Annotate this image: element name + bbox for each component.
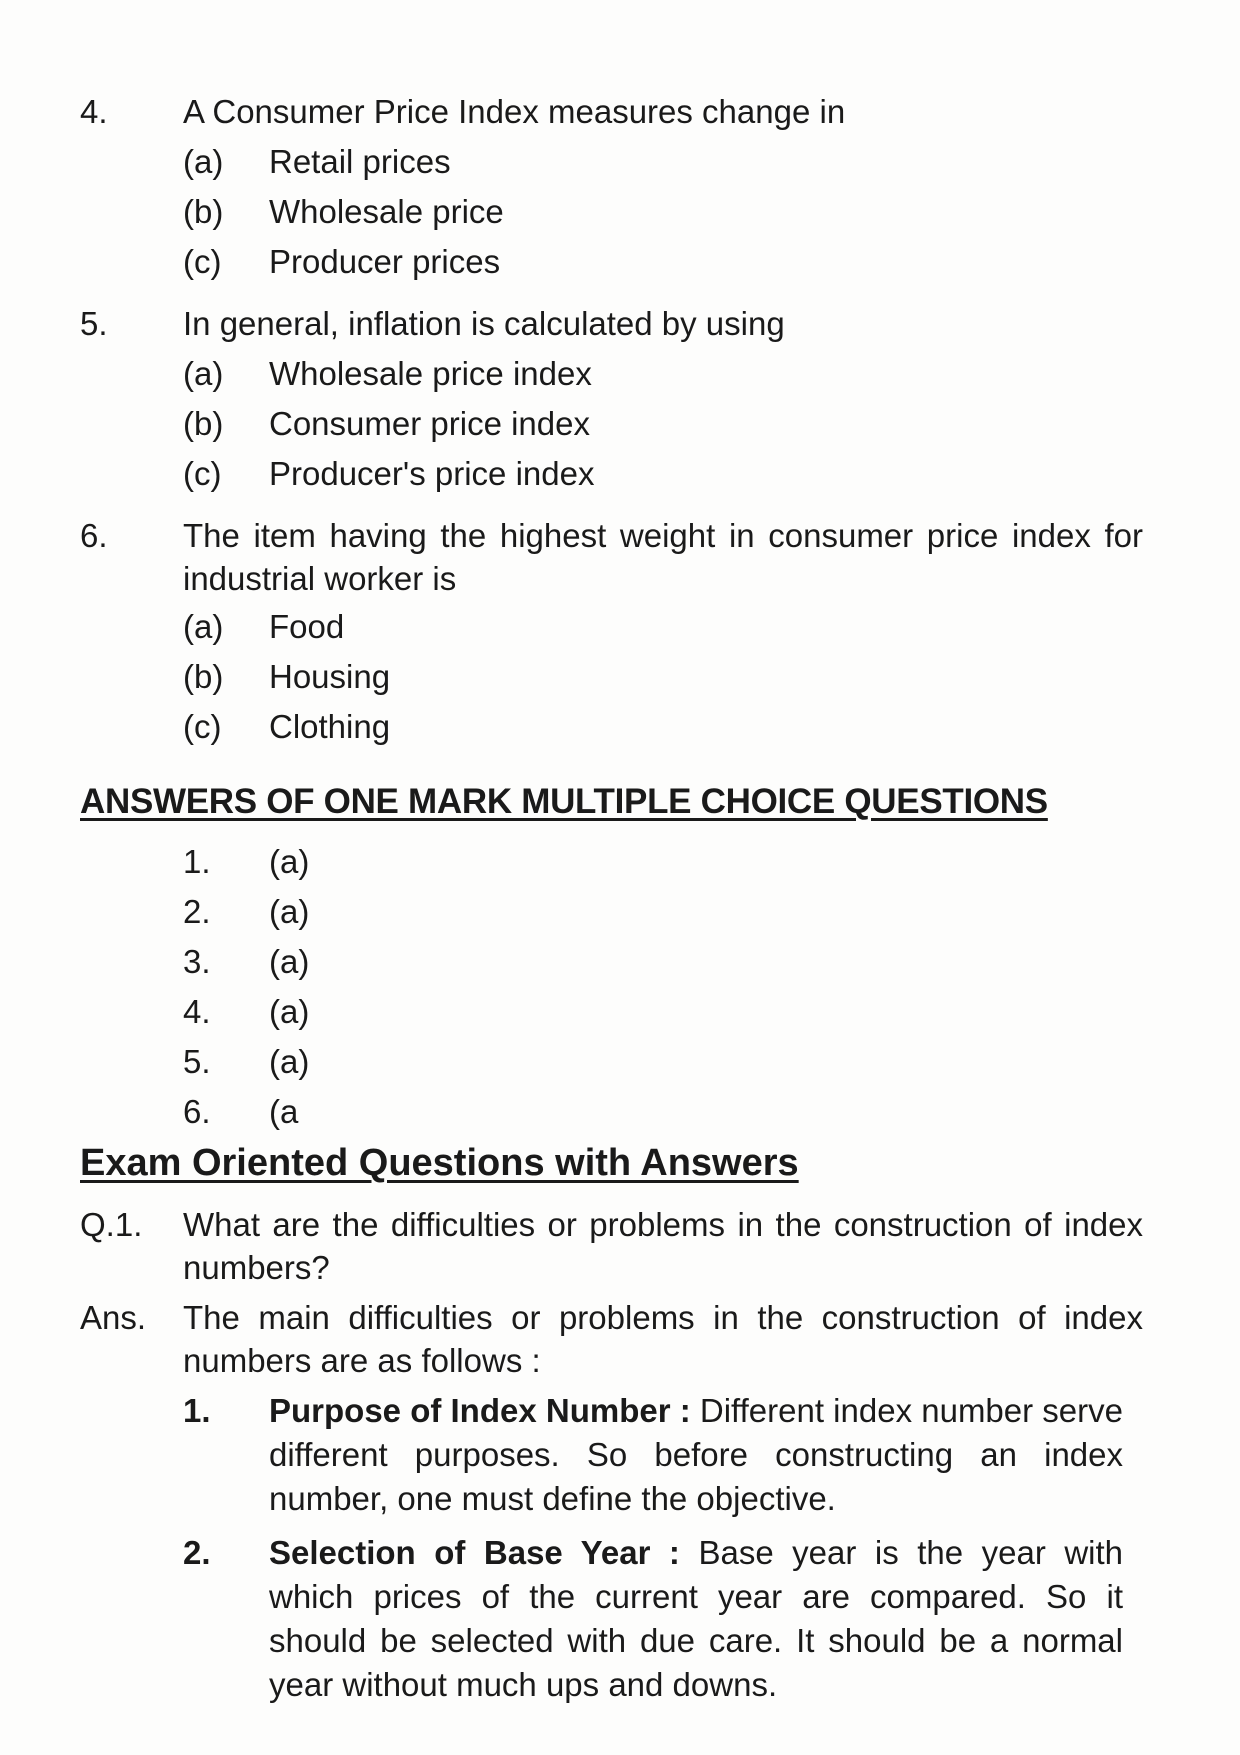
option-text: Retail prices bbox=[269, 143, 451, 180]
exam-answer bbox=[80, 1296, 1160, 1382]
answer-number: 2. bbox=[183, 893, 211, 930]
question-5 bbox=[80, 302, 1160, 345]
option-4a bbox=[183, 140, 983, 183]
answer-number: 5. bbox=[183, 1043, 211, 1080]
answer-2 bbox=[183, 890, 483, 933]
option-5c bbox=[183, 452, 983, 495]
answer-4 bbox=[183, 990, 483, 1033]
option-label: (b) bbox=[183, 193, 224, 230]
question-text: In general, inflation is calculated by using bbox=[183, 305, 785, 342]
question-text: The item having the highest weight in consumer price index for industrial worker is bbox=[183, 517, 1143, 597]
point-text: Base year is the year with which prices of the current year are compared. So it should be selected with due care. It should be a normal year without much ups and downs. bbox=[269, 1534, 1124, 1703]
option-text: Food bbox=[269, 608, 345, 645]
point-title: Purpose of Index Number : bbox=[269, 1392, 691, 1429]
option-label: (c) bbox=[183, 455, 222, 492]
point-number: 2. bbox=[183, 1534, 211, 1571]
question-4 bbox=[80, 90, 1160, 133]
option-label: (a) bbox=[183, 355, 224, 392]
option-5b bbox=[183, 402, 983, 445]
exam-answer-label: Ans. bbox=[80, 1299, 147, 1336]
option-label: (a) bbox=[183, 143, 224, 180]
exam-answer-text: The main difficulties or problems in the construction of index numbers are as follows : bbox=[183, 1299, 1143, 1379]
option-text: Housing bbox=[269, 658, 391, 695]
answer-1 bbox=[183, 840, 483, 883]
option-5a bbox=[183, 352, 983, 395]
answer-value: (a) bbox=[269, 1043, 310, 1080]
answer-number: 6. bbox=[183, 1093, 211, 1130]
answer-number: 4. bbox=[183, 993, 211, 1030]
option-label: (c) bbox=[183, 243, 222, 280]
question-number: 6. bbox=[80, 517, 108, 554]
answer-5 bbox=[183, 1040, 483, 1083]
answer-value: (a) bbox=[269, 943, 310, 980]
point-body bbox=[269, 1389, 1123, 1521]
option-label: (b) bbox=[183, 658, 224, 695]
option-text: Producer's price index bbox=[269, 455, 595, 492]
point-text: Different index number serve different purposes. So before constructing an index number, one must define the objective. bbox=[269, 1392, 1123, 1517]
option-4b bbox=[183, 190, 983, 233]
option-label: (b) bbox=[183, 405, 224, 442]
exam-question-text: What are the difficulties or problems in the construction of index numbers? bbox=[183, 1206, 1143, 1286]
answer-number: 3. bbox=[183, 943, 211, 980]
question-6 bbox=[80, 514, 1160, 600]
answer-value: (a bbox=[269, 1093, 299, 1130]
point-body bbox=[269, 1531, 1123, 1707]
question-number: 4. bbox=[80, 93, 108, 130]
option-6c bbox=[183, 705, 983, 748]
option-text: Producer prices bbox=[269, 243, 501, 280]
question-number: 5. bbox=[80, 305, 108, 342]
option-6b bbox=[183, 655, 983, 698]
option-text: Wholesale price index bbox=[269, 355, 592, 392]
point-2 bbox=[183, 1531, 1143, 1707]
exam-heading: Exam Oriented Questions with Answers bbox=[80, 1142, 799, 1184]
option-text: Wholesale price bbox=[269, 193, 504, 230]
option-text: Consumer price index bbox=[269, 405, 590, 442]
answer-value: (a) bbox=[269, 893, 310, 930]
point-1 bbox=[183, 1389, 1143, 1521]
point-title: Selection of Base Year : bbox=[269, 1534, 680, 1571]
answer-value: (a) bbox=[269, 843, 310, 880]
answer-6 bbox=[183, 1090, 483, 1133]
point-number: 1. bbox=[183, 1392, 211, 1429]
option-text: Clothing bbox=[269, 708, 391, 745]
answers-heading: ANSWERS OF ONE MARK MULTIPLE CHOICE QUESTIONS bbox=[80, 782, 1048, 821]
exam-question bbox=[80, 1203, 1160, 1289]
option-label: (a) bbox=[183, 608, 224, 645]
answer-3 bbox=[183, 940, 483, 983]
option-6a bbox=[183, 605, 983, 648]
answer-value: (a) bbox=[269, 993, 310, 1030]
option-4c bbox=[183, 240, 983, 283]
question-text: A Consumer Price Index measures change in bbox=[183, 93, 846, 130]
exam-question-label: Q.1. bbox=[80, 1206, 143, 1243]
answer-number: 1. bbox=[183, 843, 211, 880]
option-label: (c) bbox=[183, 708, 222, 745]
